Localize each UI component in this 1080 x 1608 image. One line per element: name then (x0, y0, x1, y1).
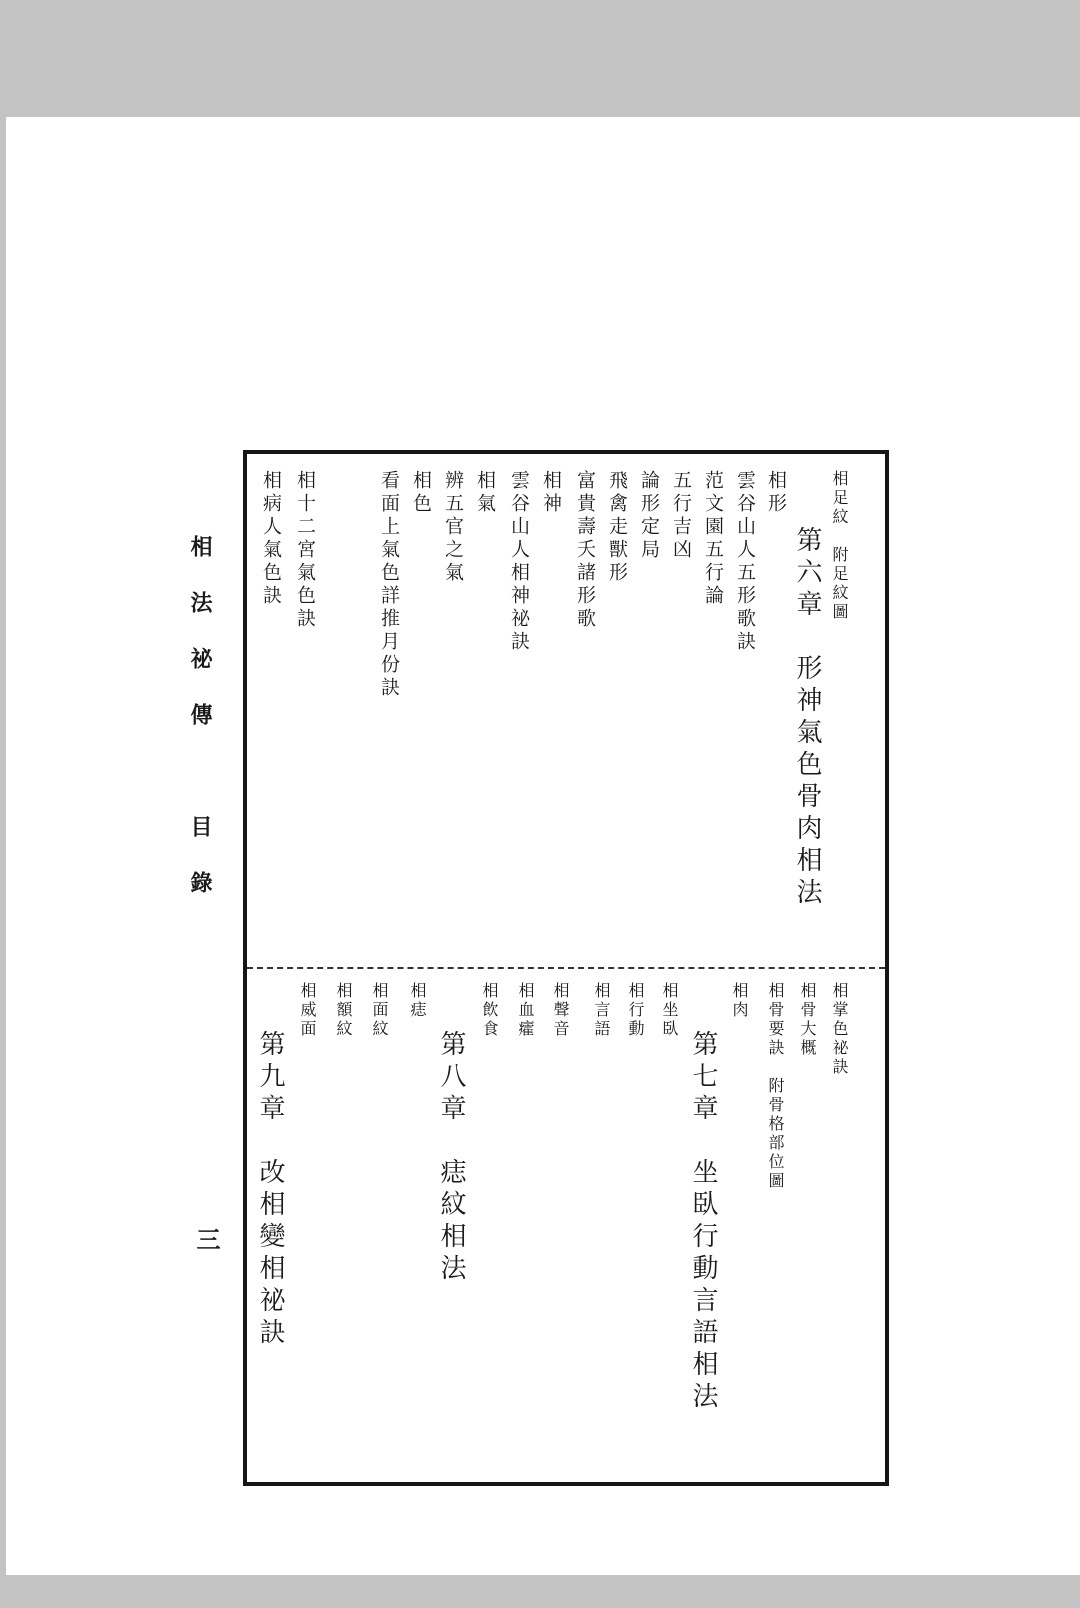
toc-entry: 相神 (540, 470, 562, 516)
toc-entry: 五行吉凶 (670, 470, 692, 562)
page-number: 三 (192, 1227, 221, 1251)
section-divider (247, 967, 885, 969)
toc-entry: 相足紋 附足紋圖 (830, 470, 849, 622)
toc-entry: 論形定局 (638, 470, 660, 562)
book-page (6, 117, 1080, 1575)
toc-entry: 相肉 (730, 982, 749, 1020)
toc-entry: 相面紋 (370, 982, 389, 1039)
toc-entry: 相氣 (474, 470, 496, 516)
toc-entry: 相坐臥 (660, 982, 679, 1039)
chapter-heading: 第八章 痣紋相法 (436, 1030, 466, 1286)
toc-entry: 相十二宮氣色訣 (294, 470, 316, 631)
running-head: 相法祕傳 目錄 (187, 535, 213, 927)
toc-entry: 相言語 (592, 982, 611, 1039)
toc-entry: 相額紋 (334, 982, 353, 1039)
toc-entry: 富貴壽夭諸形歌 (574, 470, 596, 631)
toc-entry: 相飲食 (480, 982, 499, 1039)
toc-entry: 相痣 (408, 982, 427, 1020)
toc-entry: 相威面 (298, 982, 317, 1039)
toc-entry: 相骨大概 (798, 982, 817, 1058)
toc-entry: 飛禽走獸形 (606, 470, 628, 585)
toc-entry: 相色 (410, 470, 432, 516)
toc-entry: 雲谷山人相神祕訣 (508, 470, 530, 654)
toc-entry: 相血癨 (516, 982, 535, 1039)
chapter-heading: 第九章 改相變相祕訣 (255, 1030, 285, 1350)
toc-entry: 相掌色祕訣 (830, 982, 849, 1077)
chapter-heading: 第六章 形神氣色骨肉相法 (792, 526, 822, 910)
chapter-heading: 第七章 坐臥行動言語相法 (688, 1030, 718, 1414)
toc-entry: 范文園五行論 (702, 470, 724, 608)
toc-entry: 相骨要訣 附骨格部位圖 (766, 982, 785, 1191)
toc-entry: 辨五官之氣 (442, 470, 464, 585)
toc-entry: 雲谷山人五形歌訣 (734, 470, 756, 654)
contents-frame (243, 450, 889, 1486)
toc-entry: 相聲音 (551, 982, 570, 1039)
toc-entry: 相病人氣色訣 (260, 470, 282, 608)
toc-entry: 看面上氣色詳推月份訣 (378, 470, 400, 700)
toc-entry: 相形 (765, 470, 787, 516)
toc-entry: 相行動 (626, 982, 645, 1039)
